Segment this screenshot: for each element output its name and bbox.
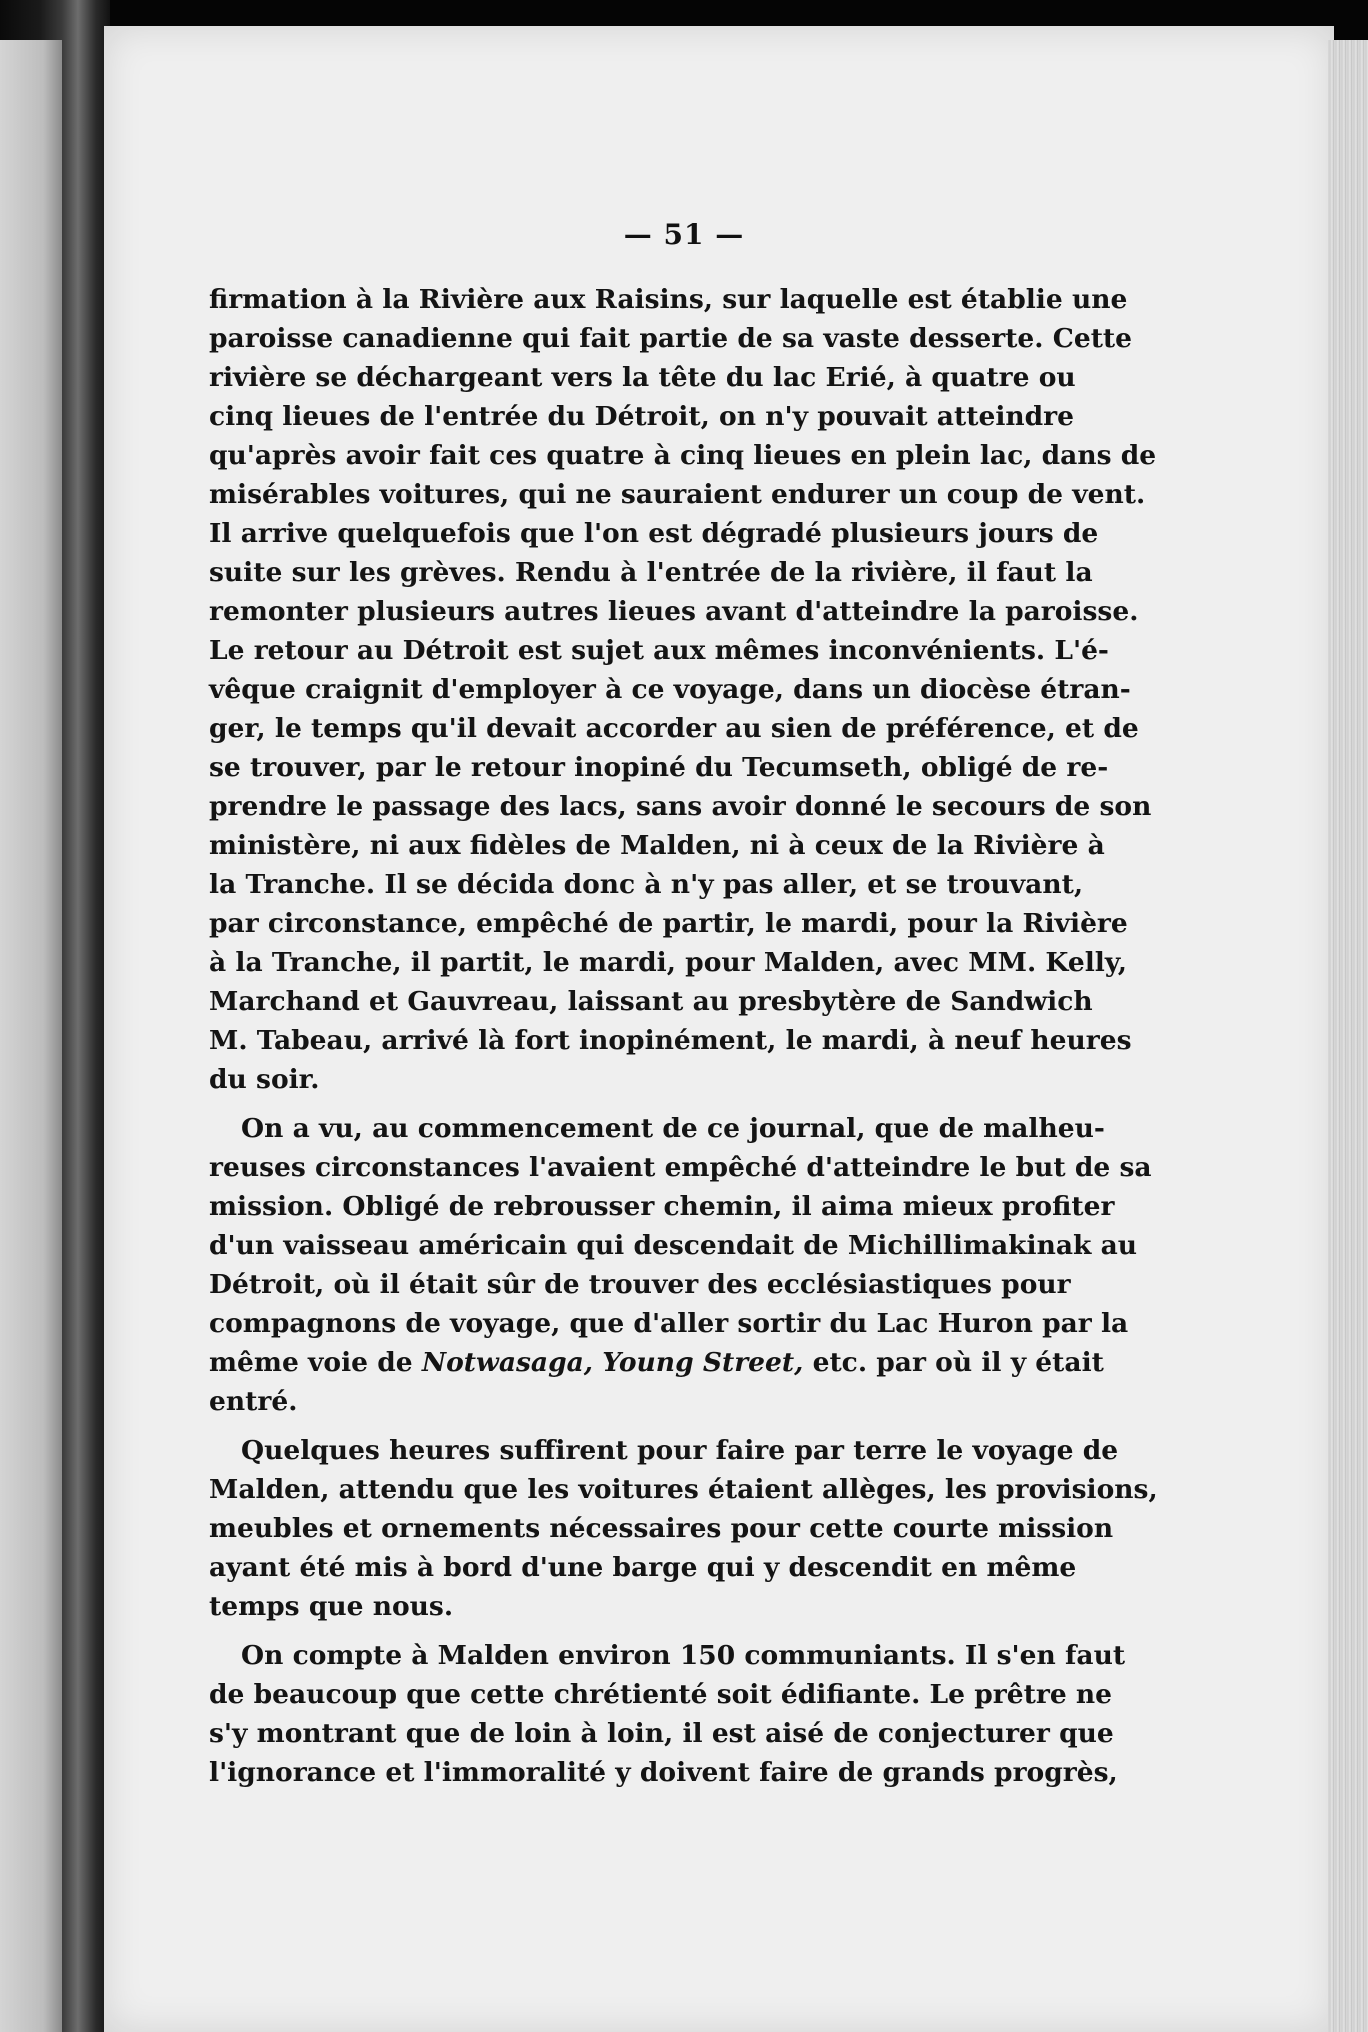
previous-page-edge	[0, 40, 62, 2032]
text-line: Marchand et Gauvreau, laissant au presbytère de Sandwich	[209, 986, 1093, 1017]
text-line: firmation à la Rivière aux Raisins, sur laquelle est établie une	[209, 284, 1128, 315]
text-line: paroisse canadienne qui fait partie de sa vaste desserte. Cette	[209, 323, 1133, 354]
text-fragment: etc. par où il y était	[803, 1347, 1104, 1378]
text-line: ministère, ni aux fidèles de Malden, ni à ceux de la Rivière à	[209, 830, 1105, 861]
text-line: On a vu, au commencement de ce journal, que de malheu-	[241, 1113, 1105, 1144]
text-line: s'y montrant que de loin à loin, il est aisé de conjecturer que	[209, 1718, 1114, 1749]
text-line: à la Tranche, il partit, le mardi, pour Malden, avec MM. Kelly,	[209, 947, 1127, 978]
text-line: de beaucoup que cette chrétienté soit édifiante. Le prêtre ne	[209, 1679, 1113, 1710]
italic-place-name: Notwasaga,	[421, 1347, 594, 1378]
text-line: prendre le passage des lacs, sans avoir donné le secours de son	[209, 791, 1152, 822]
paragraph-3	[209, 1431, 1158, 1626]
text-line: ayant été mis à bord d'une barge qui y descendit en même	[209, 1552, 1077, 1583]
text-line-with-italics	[209, 1343, 1104, 1382]
text-line: l'ignorance et l'immoralité y doivent faire de grands progrès,	[209, 1757, 1118, 1788]
text-line: vêque craignit d'employer à ce voyage, dans un diocèse étran-	[209, 674, 1131, 705]
text-line: qu'après avoir fait ces quatre à cinq lieues en plein lac, dans de	[209, 440, 1157, 471]
text-line: meubles et ornements nécessaires pour cette courte mission	[209, 1513, 1114, 1544]
text-fragment: même voie de	[209, 1347, 422, 1378]
text-line: ger, le temps qu'il devait accorder au sien de préférence, et de	[209, 713, 1139, 744]
text-line: rivière se déchargeant vers la tête du lac Erié, à quatre ou	[209, 362, 1076, 393]
page-text	[209, 280, 1158, 1802]
text-line: Le retour au Détroit est sujet aux mêmes inconvénients. L'é-	[209, 635, 1109, 666]
text-line: Détroit, où il était sûr de trouver des ecclésiastiques pour	[209, 1269, 1071, 1300]
text-line: du soir.	[209, 1064, 320, 1095]
text-line: temps que nous.	[209, 1591, 454, 1622]
text-line: Il arrive quelquefois que l'on est dégradé plusieurs jours de	[209, 518, 1099, 549]
text-line: remonter plusieurs autres lieues avant d'atteindre la paroisse.	[209, 596, 1139, 627]
text-line: d'un vaisseau américain qui descendait de Michillimakinak au	[209, 1230, 1138, 1261]
text-fragment	[593, 1347, 602, 1378]
text-line: misérables voitures, qui ne sauraient endurer un coup de vent.	[209, 479, 1146, 510]
page-stack-edges	[1328, 40, 1368, 2032]
text-line: On compte à Malden environ 150 communiants. Il s'en faut	[241, 1640, 1126, 1671]
text-line: reuses circonstances l'avaient empêché d'atteindre le but de sa	[209, 1152, 1152, 1183]
text-line: mission. Obligé de rebrousser chemin, il aima mieux profiter	[209, 1191, 1115, 1222]
page-number: — 51 —	[623, 218, 745, 251]
text-line: M. Tabeau, arrivé là fort inopinément, le mardi, à neuf heures	[209, 1025, 1132, 1056]
text-line: se trouver, par le retour inopiné du Tecumseth, obligé de re-	[209, 752, 1109, 783]
paragraph-1	[209, 280, 1157, 1099]
text-line: suite sur les grèves. Rendu à l'entrée de la rivière, il faut la	[209, 557, 1093, 588]
text-line: la Tranche. Il se décida donc à n'y pas aller, et se trouvant,	[209, 869, 1084, 900]
text-line: Malden, attendu que les voitures étaient allèges, les provisions,	[209, 1474, 1158, 1505]
text-line: entré.	[209, 1386, 298, 1417]
text-line: compagnons de voyage, que d'aller sortir du Lac Huron par la	[209, 1308, 1129, 1339]
paragraph-4	[209, 1636, 1126, 1792]
text-line: cinq lieues de l'entrée du Détroit, on n'y pouvait atteindre	[209, 401, 1075, 432]
text-line: par circonstance, empêché de partir, le mardi, pour la Rivière	[209, 908, 1128, 939]
text-line: Quelques heures suffirent pour faire par terre le voyage de	[241, 1435, 1119, 1466]
paragraph-2	[209, 1109, 1152, 1421]
italic-place-name: Young Street,	[602, 1347, 804, 1378]
